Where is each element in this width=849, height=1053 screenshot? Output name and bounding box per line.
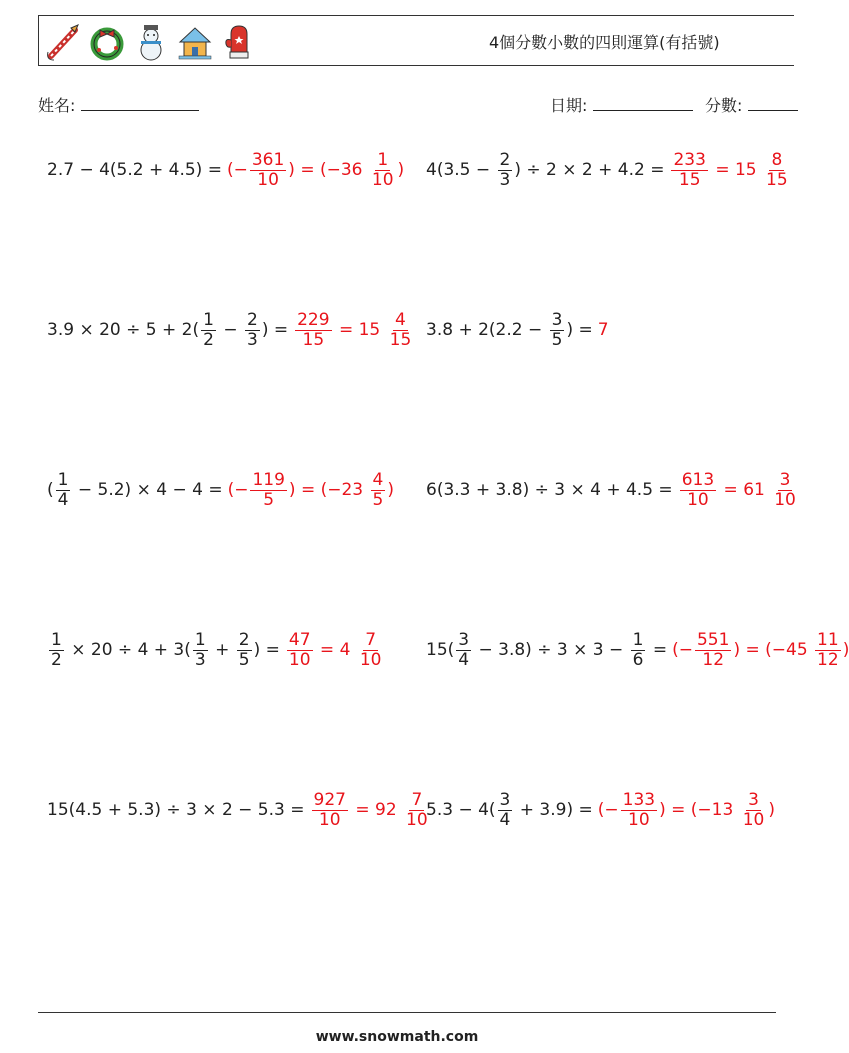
problem-question: 5.3 − 4( $\frac{3}{4}$ + 3.9) = [426,789,593,830]
problem-item [47,300,415,360]
fraction: $\frac{3}{10}$ [742,789,765,830]
problem-item [426,780,775,840]
fraction: $\frac{229}{15}$ [297,309,330,350]
problem-answer: (− $\frac{361}{10}$ ) = (−36 $\frac{1}{10}$ ) [226,149,405,190]
name-label: 姓名: [38,96,76,115]
fraction: $\frac{2}{5}$ [238,629,250,670]
mitten-icon [221,22,257,62]
problem-question: 4(3.5 − $\frac{2}{3}$ ) ÷ 2 × 2 + 4.2 = [426,149,665,190]
problem-answer: $\frac{927}{10}$ = 92 $\frac{7}{10}$ [313,789,428,830]
problem-item [47,620,385,680]
fraction: $\frac{3}{5}$ [551,309,563,350]
problem-question: 3.9 × 20 ÷ 5 + 2( $\frac{1}{2}$ − $\frac{2}{3}$ ) = [47,309,289,350]
problem-item [426,460,800,520]
fraction: $\frac{361}{10}$ [251,149,285,190]
fraction: $\frac{7}{10}$ [406,789,428,830]
date-field [550,93,693,116]
fraction: $\frac{4}{5}$ [372,469,384,510]
fraction: $\frac{2}{3}$ [499,149,511,190]
fraction: $\frac{119}{5}$ [252,469,285,510]
problem-answer: (− $\frac{133}{10}$ ) = (−13 $\frac{3}{10}$ ) [597,789,775,830]
problem-answer: (− $\frac{551}{12}$ ) = (−45 $\frac{11}{12}$ ) [672,629,849,670]
problem-item [47,460,394,520]
problem-question: 6(3.3 + 3.8) ÷ 3 × 4 + 4.5 = [426,480,673,500]
name-field [38,93,199,116]
fraction: $\frac{2}{3}$ [246,309,258,350]
problem-answer: $\frac{233}{15}$ = 15 $\frac{8}{15}$ [673,149,788,190]
problem-item [47,780,432,840]
problem-answer: $\frac{47}{10}$ = 4 $\frac{7}{10}$ [288,629,382,670]
problem-question: ( $\frac{1}{4}$ − 5.2) × 4 − 4 = [47,469,223,510]
footer-divider [38,1012,776,1013]
problem-item [47,140,404,200]
fraction: $\frac{1}{6}$ [632,629,644,670]
problem-item [426,140,792,200]
fraction: $\frac{47}{10}$ [288,629,311,670]
problem-question: $\frac{1}{2}$ × 20 ÷ 4 + 3( $\frac{1}{3}$ + $\frac{2}{5}$ ) = [51,629,280,670]
problem-answer: (− $\frac{119}{5}$ ) = (−23 $\frac{4}{5}$ ) [227,469,394,510]
problem-question: 2.7 − 4(5.2 + 4.5) = [47,160,222,180]
fraction: $\frac{4}{15}$ [389,309,412,350]
worksheet-header [38,15,794,66]
score-field [705,93,798,116]
problem-item [426,620,849,680]
footer-site: www.snowmath.com [315,1029,479,1045]
header-icons [45,22,257,62]
fraction: $\frac{1}{3}$ [194,629,206,670]
fraction: $\frac{3}{4}$ [458,629,470,670]
fraction: $\frac{7}{10}$ [359,629,382,670]
fraction: $\frac{233}{15}$ [673,149,706,190]
problem-answer: $\frac{229}{15}$ = 15 $\frac{4}{15}$ [297,309,412,350]
fraction: $\frac{613}{10}$ [681,469,715,510]
problem-answer: $\frac{613}{10}$ = 61 $\frac{3}{10}$ [681,469,796,510]
fraction: $\frac{551}{12}$ [696,629,730,670]
fraction: $\frac{133}{10}$ [622,789,656,830]
problem-answer: 7 [597,320,609,340]
snowman-icon [133,22,169,62]
fraction: $\frac{3}{4}$ [499,789,511,830]
fraction: $\frac{1}{2}$ [51,629,62,670]
fraction: $\frac{927}{10}$ [313,789,346,830]
problem-item [426,300,609,360]
date-blank[interactable] [593,96,693,111]
fraction: $\frac{1}{4}$ [57,469,69,510]
fraction: $\frac{1}{10}$ [371,149,394,190]
fraction: $\frac{8}{15}$ [766,149,788,190]
problem-question: 15( $\frac{3}{4}$ − 3.8) ÷ 3 × 3 − $\frac{1}{6}$ = [426,629,668,670]
fraction: $\frac{3}{10}$ [774,469,796,510]
score-label: 分數: [705,96,743,115]
snowy-house-icon [177,22,213,62]
fraction: $\frac{1}{2}$ [203,309,214,350]
problem-question: 15(4.5 + 5.3) ÷ 3 × 2 − 5.3 = [47,800,305,820]
firework-rocket-icon [45,22,81,62]
date-label: 日期: [550,96,588,115]
score-blank[interactable] [748,96,798,111]
problem-question: 3.8 + 2(2.2 − $\frac{3}{5}$ ) = [426,309,593,350]
fraction: $\frac{11}{12}$ [817,629,839,670]
worksheet-title: 4個分數小數的四則運算(有括號) [489,33,720,52]
christmas-wreath-icon [89,22,125,62]
name-blank[interactable] [81,96,199,111]
